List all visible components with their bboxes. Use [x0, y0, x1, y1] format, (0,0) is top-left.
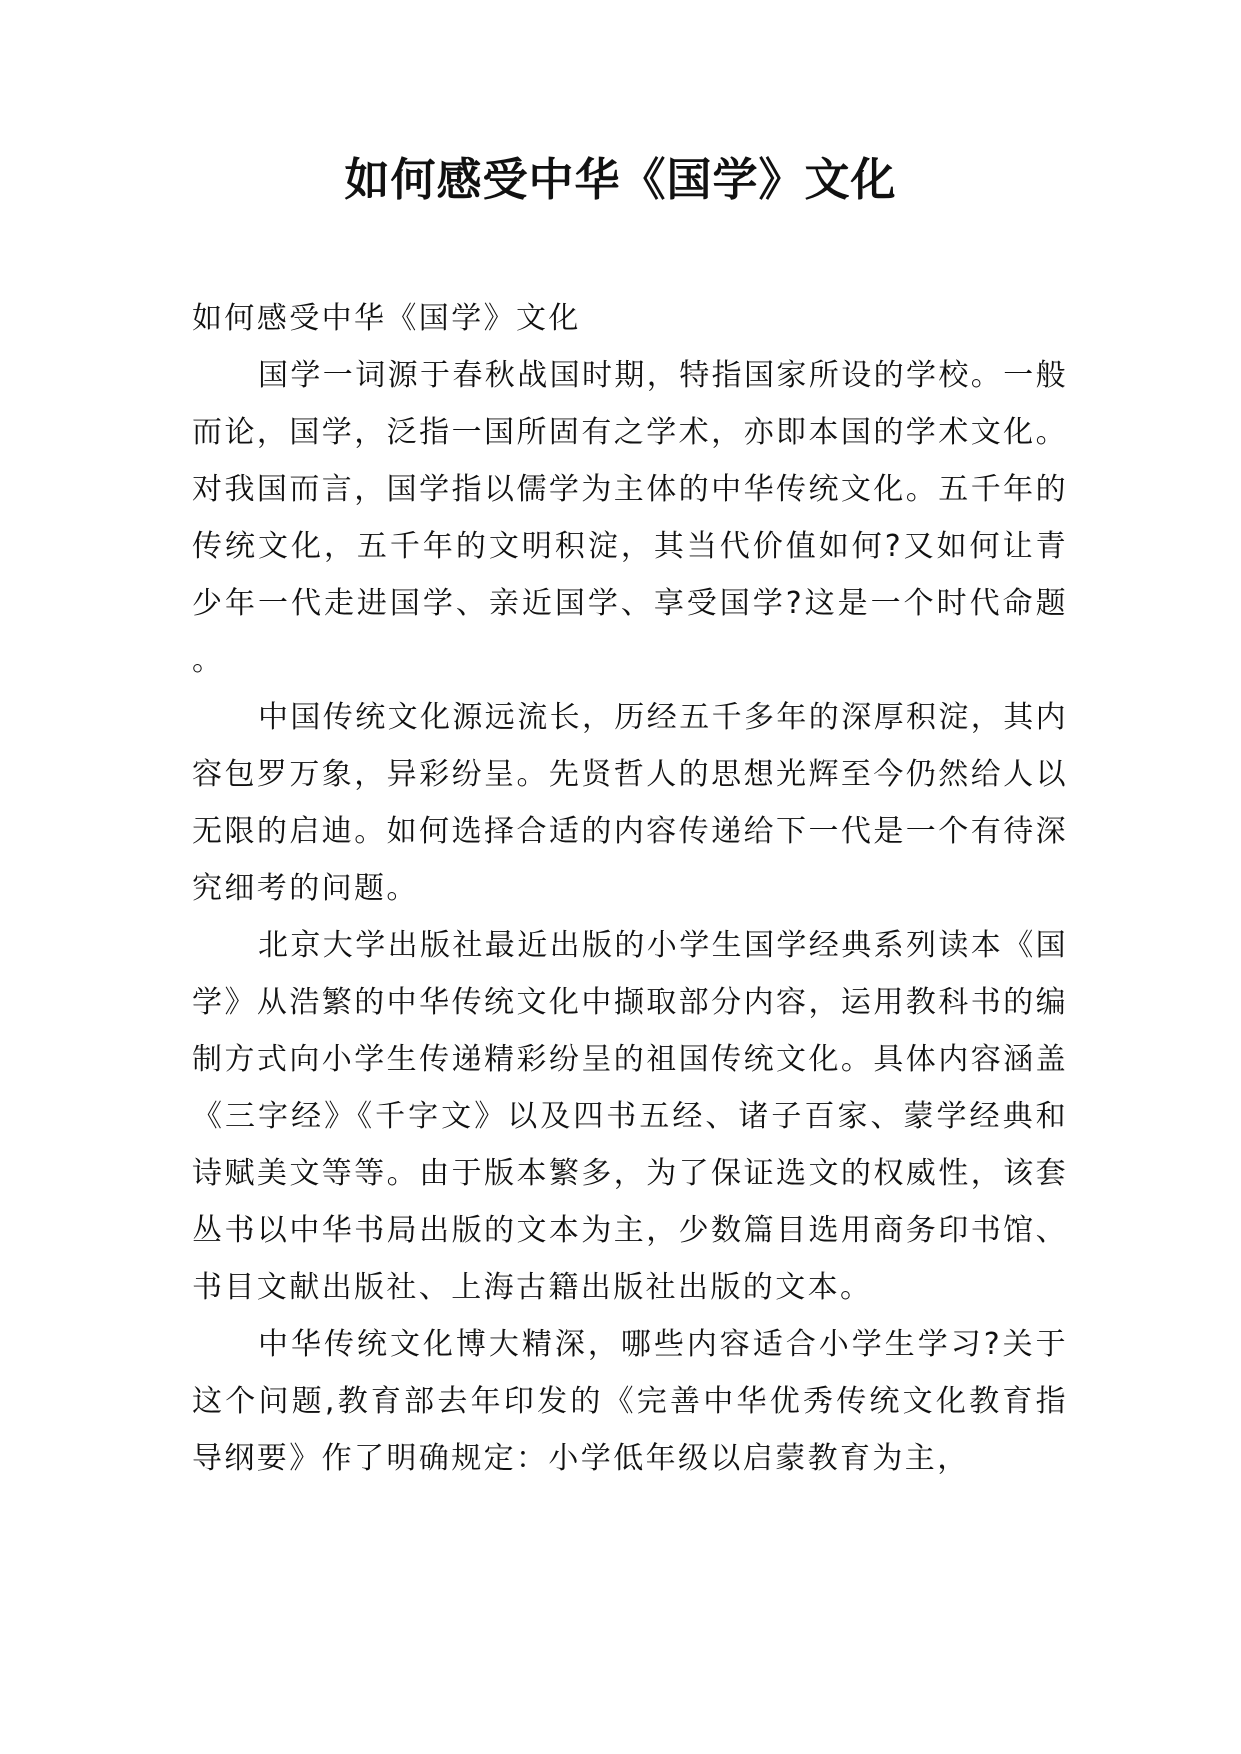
document-body	[192, 290, 1068, 1487]
paragraph-2: 中国传统文化源远流长，历经五千多年的深厚积淀，其内容包罗万象，异彩纷呈。先贤哲人的思想光辉至今仍然给人以无限的启迪。如何选择合适的内容传递给下一代是一个有待深究细考的问题。	[192, 700, 1068, 906]
paragraph-4: 中华传统文化博大精深，哪些内容适合小学生学习?关于这个问题,教育部去年印发的《完善中华优秀传统文化教育指导纲要》作了明确规定：小学低年级以启蒙教育为主，	[192, 1327, 1068, 1476]
paragraph-3: 北京大学出版社最近出版的小学生国学经典系列读本《国学》从浩繁的中华传统文化中撷取部分内容，运用教科书的编制方式向小学生传递精彩纷呈的祖国传统文化。具体内容涵盖《三字经》《千字文》以及四书五经、诸子百家、蒙学经典和诗赋美文等等。由于版本繁多，为了保证选文的权威性，该套丛书以中华书局出版的文本为主，少数篇目选用商务印书馆、书目文献出版社、上海古籍出版社出版的文本。	[192, 928, 1068, 1305]
paragraph-1: 国学一词源于春秋战国时期，特指国家所设的学校。一般而论，国学，泛指一国所固有之学术，亦即本国的学术文化。对我国而言，国学指以儒学为主体的中华传统文化。五千年的传统文化，五千年的文明积淀，其当代价值如何?又如何让青少年一代走进国学、亲近国学、享受国学?这是一个时代命题。	[192, 358, 1068, 678]
document-subtitle: 如何感受中华《国学》文化	[192, 301, 581, 336]
document-title: 如何感受中华《国学》文化	[344, 153, 897, 206]
